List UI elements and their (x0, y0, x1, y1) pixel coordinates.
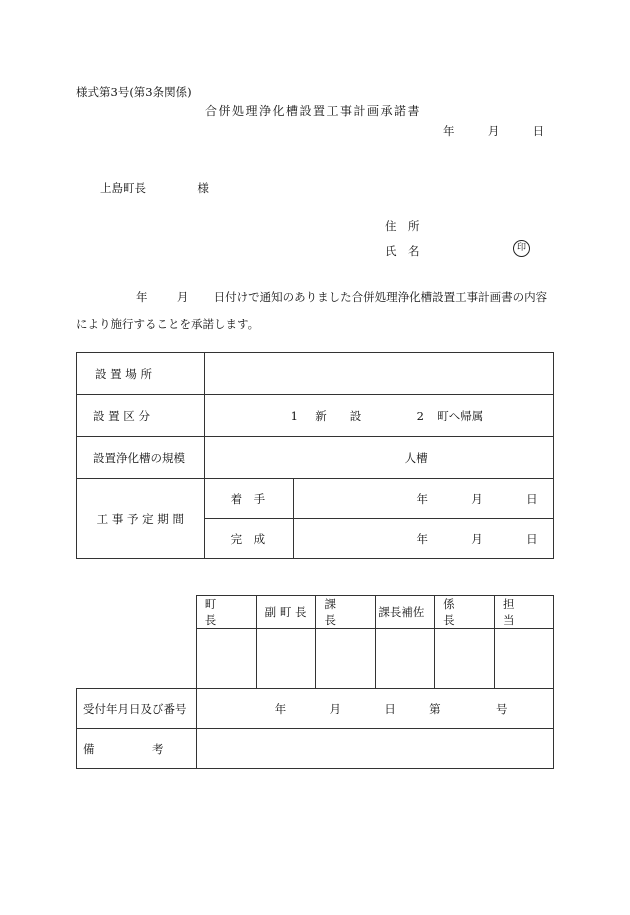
scale-label: 設置浄化槽の規模 (93, 450, 185, 465)
receipt-label: 受付年月日及び番号 (77, 689, 197, 729)
scale-value[interactable] (204, 437, 553, 479)
category-opt2-num: 2 (416, 408, 424, 423)
scale-row (77, 437, 554, 479)
category-label-cell (77, 395, 205, 437)
end-day: 日 (526, 531, 538, 546)
header-deputy-mayor: 副 町 長 (256, 596, 316, 629)
body-month: 月 (176, 290, 189, 304)
body-line-2: により施行することを承諾します。 (76, 317, 260, 331)
header-date-month: 月 (487, 124, 500, 138)
start-month: 月 (471, 491, 483, 506)
receipt-row (77, 689, 554, 729)
receipt-no-suffix: 号 (495, 701, 508, 716)
header-section-chief: 課 長 (316, 596, 376, 629)
period-label-cell (77, 479, 205, 559)
document-title: 合併処理浄化槽設置工事計画承諾書 (205, 104, 422, 118)
category-label: 設 置 区 分 (93, 408, 150, 423)
category-value[interactable] (204, 395, 553, 437)
remarks-label: 備 考 (77, 729, 197, 769)
receipt-no-prefix: 第 (429, 701, 441, 716)
header-date (443, 123, 544, 139)
category-opt1-text: 新 設 (315, 408, 362, 423)
approval-stamp-row (77, 629, 554, 689)
category-opt2-text: 町へ帰属 (437, 408, 484, 423)
body-line-1 (136, 289, 547, 305)
end-year: 年 (416, 531, 428, 546)
location-value[interactable] (204, 353, 553, 395)
stamp-deputy-mayor[interactable] (256, 629, 316, 689)
stamp-mayor[interactable] (196, 629, 256, 689)
period-label: 工 事 予 定 期 間 (96, 511, 184, 526)
addressee-honorific: 様 (197, 181, 209, 195)
approval-blank-corner (77, 596, 197, 629)
receipt-year: 年 (274, 701, 287, 716)
remarks-value[interactable] (196, 729, 553, 769)
scale-unit: 人槽 (404, 450, 428, 465)
stamp-subsection-chief[interactable] (435, 629, 495, 689)
header-date-day: 日 (532, 124, 545, 138)
header-staff: 担 当 (495, 596, 554, 629)
header-assistant-chief: 課長補佐 (376, 596, 435, 629)
location-label-cell (77, 353, 205, 395)
stamp-staff[interactable] (495, 629, 554, 689)
start-day: 日 (526, 491, 538, 506)
end-label: 完 成 (204, 519, 294, 559)
receipt-value[interactable] (196, 689, 553, 729)
remarks-row (77, 729, 554, 769)
start-date[interactable] (294, 479, 554, 519)
start-year: 年 (416, 491, 428, 506)
name-label: 氏 名 (385, 244, 420, 258)
end-date[interactable] (294, 519, 554, 559)
header-date-year: 年 (443, 124, 455, 138)
approval-header-row (77, 596, 554, 629)
receipt-month: 月 (329, 701, 342, 716)
location-row (77, 353, 554, 395)
addressee (100, 180, 209, 196)
addressee-name: 上島町長 (100, 181, 146, 195)
start-row (77, 479, 554, 519)
main-table (76, 352, 554, 559)
end-month: 月 (471, 531, 483, 546)
body-line-1-text: 日付けで通知のありました合併処理浄化槽設置工事計画書の内容 (213, 290, 548, 304)
stamp-assistant-chief[interactable] (376, 629, 435, 689)
stamp-section-chief[interactable] (316, 629, 376, 689)
location-label: 設 置 場 所 (95, 366, 152, 381)
approval-blank-left (77, 629, 197, 689)
address-label: 住 所 (385, 219, 420, 233)
category-opt1-num: 1 (290, 408, 298, 423)
seal-mark: 印 (513, 240, 530, 257)
scale-label-cell (77, 437, 205, 479)
header-subsection-chief: 係 長 (435, 596, 495, 629)
header-mayor: 町 長 (196, 596, 256, 629)
receipt-day: 日 (384, 701, 396, 716)
category-row (77, 395, 554, 437)
form-number: 様式第3号(第3条関係) (76, 85, 192, 99)
approval-table (76, 595, 554, 769)
start-label: 着 手 (204, 479, 294, 519)
body-year: 年 (136, 290, 148, 304)
